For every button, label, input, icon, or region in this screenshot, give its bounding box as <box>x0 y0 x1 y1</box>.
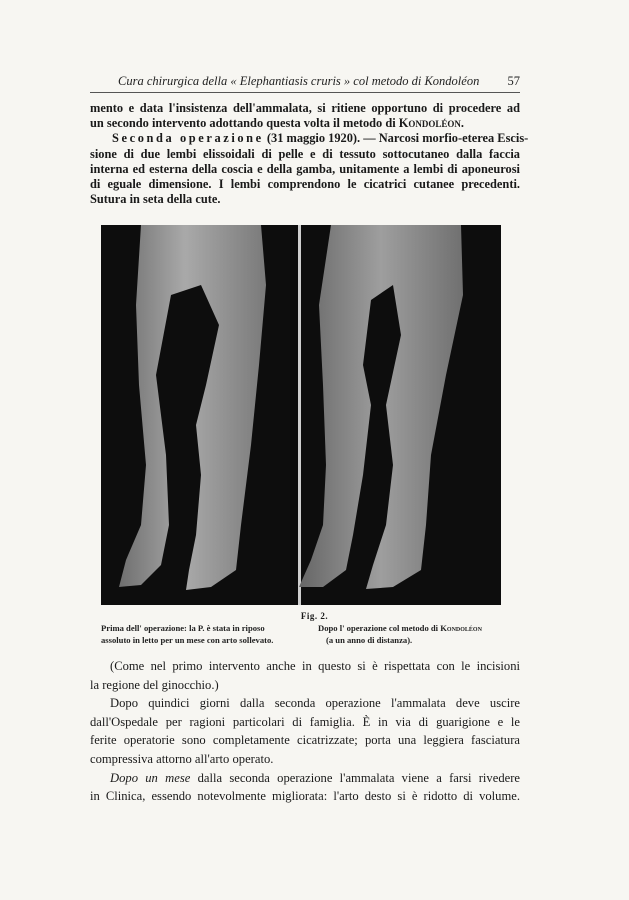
text-line: di eguale dimensione. I lembi comprendono le cicatrici cutanee precedenti. <box>90 177 520 192</box>
text-line: Dopo un mese dalla seconda operazione l'ammalata viene a farsi rivedere <box>110 770 520 785</box>
running-header <box>90 74 520 92</box>
header-rule <box>90 92 520 93</box>
running-title: Cura chirurgica della « Elephantiasis cruris » col metodo di Kondoléon <box>118 74 480 88</box>
bottom-paragraph <box>90 657 520 806</box>
text-line: compressiva attorno all'arto operato. <box>90 751 274 766</box>
top-paragraph <box>90 101 529 207</box>
text-line: Seconda operazione (31 maggio 1920). — Narcosi morfio-eterea Escis- <box>112 131 529 146</box>
text-line: dall'Ospedale per ragioni particolari di famiglia. È in via di guarigione e le <box>90 714 520 729</box>
text-line: interna ed esterna della coscia e della gamba, unitamente a lembi di aponeurosi <box>90 161 520 176</box>
figure-label: Fig. 2. <box>300 611 329 621</box>
photo-divider <box>298 225 301 605</box>
text-line: un secondo intervento adottando questa volta il metodo di Kondoléon. <box>90 116 465 131</box>
text-line: Sutura in seta della cute. <box>90 192 221 207</box>
text-line: Dopo quindici giorni dalla seconda operazione l'ammalata deve uscire <box>110 696 520 711</box>
caption-right: Dopo l' operazione col metodo di Kondoléon (a un anno di distanza). <box>318 623 482 645</box>
text-line: mento e data l'insistenza dell'ammalata, si ritiene opportuno di procedere ad <box>90 101 520 115</box>
text-line: la regione del ginocchio.) <box>90 677 219 692</box>
text-line: ferite operatorie sono completamente cicatrizzate; porta una leggiera fasciatura <box>90 733 520 748</box>
legs-photograph <box>101 225 501 605</box>
text-line: sione di due lembi elissoidali di pelle e di tessuto sottocutaneo dalla faccia <box>90 146 520 161</box>
text-line: (Come nel primo intervento anche in questo si è rispettata con le incisioni <box>110 659 520 673</box>
section-heading: Seconda operazione <box>112 131 264 146</box>
text-line: in Clinica, essendo notevolmente migliorata: l'arto desto si è ridotto di volume. <box>90 789 520 804</box>
page-number: 57 <box>507 74 520 88</box>
caption-left: Prima dell' operazione: la P. è stata in riposo assoluto in letto per un mese con arto sollevato. <box>101 623 274 645</box>
photo-plate <box>101 225 501 605</box>
